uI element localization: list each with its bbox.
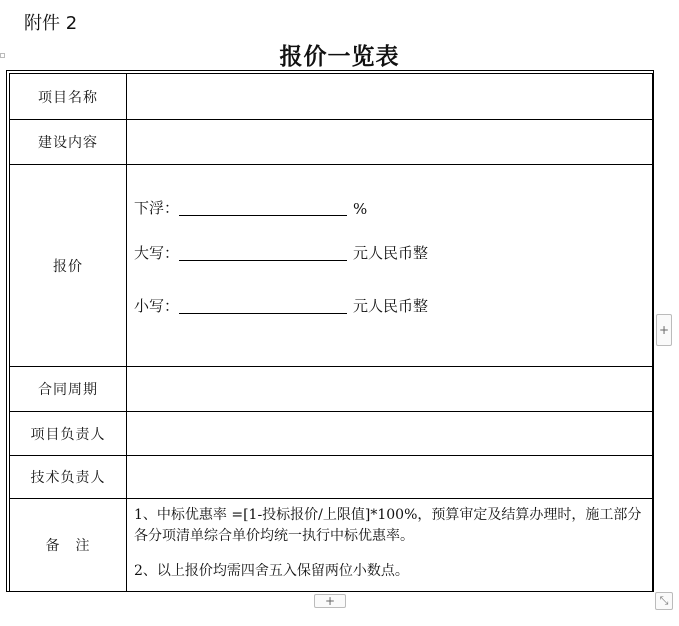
attachment-label: 附件 2 [24,13,78,34]
remarks-label: 备 注 [10,499,127,592]
resize-icon: ⤡ [659,594,669,607]
remark-item-1: 1、中标优惠率 =[1-投标报价/上限值]*100%，预算审定及结算办理时，施工部分各分项清单综合单价均统一执行中标优惠率。 [134,507,642,544]
contract-period-value[interactable] [127,367,653,412]
technical-manager-label: 技术负责人 [10,456,127,499]
remarks-value[interactable] [127,499,653,592]
amount-upper-blank[interactable] [179,246,347,261]
amount-upper-unit: 元人民币整 [353,244,429,262]
float-rate-label: 下浮： [134,199,180,217]
float-rate-unit: % [353,200,368,218]
table-row-project-name [10,74,653,120]
amount-lower-blank[interactable] [179,299,347,314]
contract-period-label: 合同周期 [10,367,127,412]
add-row-button[interactable] [314,594,346,608]
table-row-construction-content [10,120,653,165]
price-label: 报价 [10,165,127,367]
construction-content-label: 建设内容 [10,120,127,165]
construction-content-value[interactable] [127,120,653,165]
project-name-label: 项目名称 [10,74,127,120]
amount-lower-line [134,295,428,316]
amount-upper-line [134,242,428,263]
quote-table [9,73,653,592]
float-rate-line [134,197,367,218]
project-manager-label: 项目负责人 [10,412,127,456]
plus-icon: + [324,594,336,608]
table-row-project-manager [10,412,653,456]
table-row-contract-period [10,367,653,412]
page-title: 报价一览表 [279,43,400,70]
table-row-price [10,165,653,367]
remark-item-2: 2、以上报价均需四舍五入保留两位小数点。 [134,563,409,579]
amount-upper-label: 大写： [134,244,180,262]
project-name-value[interactable] [127,74,653,120]
add-column-button[interactable] [656,314,672,346]
table-row-remarks [10,499,653,592]
table-resize-handle[interactable] [655,592,673,610]
price-value-cell[interactable] [127,165,653,367]
project-manager-value[interactable] [127,412,653,456]
technical-manager-value[interactable] [127,456,653,499]
plus-icon: + [658,323,670,337]
float-rate-blank[interactable] [179,201,347,216]
amount-lower-label: 小写： [134,297,180,315]
table-row-technical-manager [10,456,653,499]
amount-lower-unit: 元人民币整 [353,297,429,315]
